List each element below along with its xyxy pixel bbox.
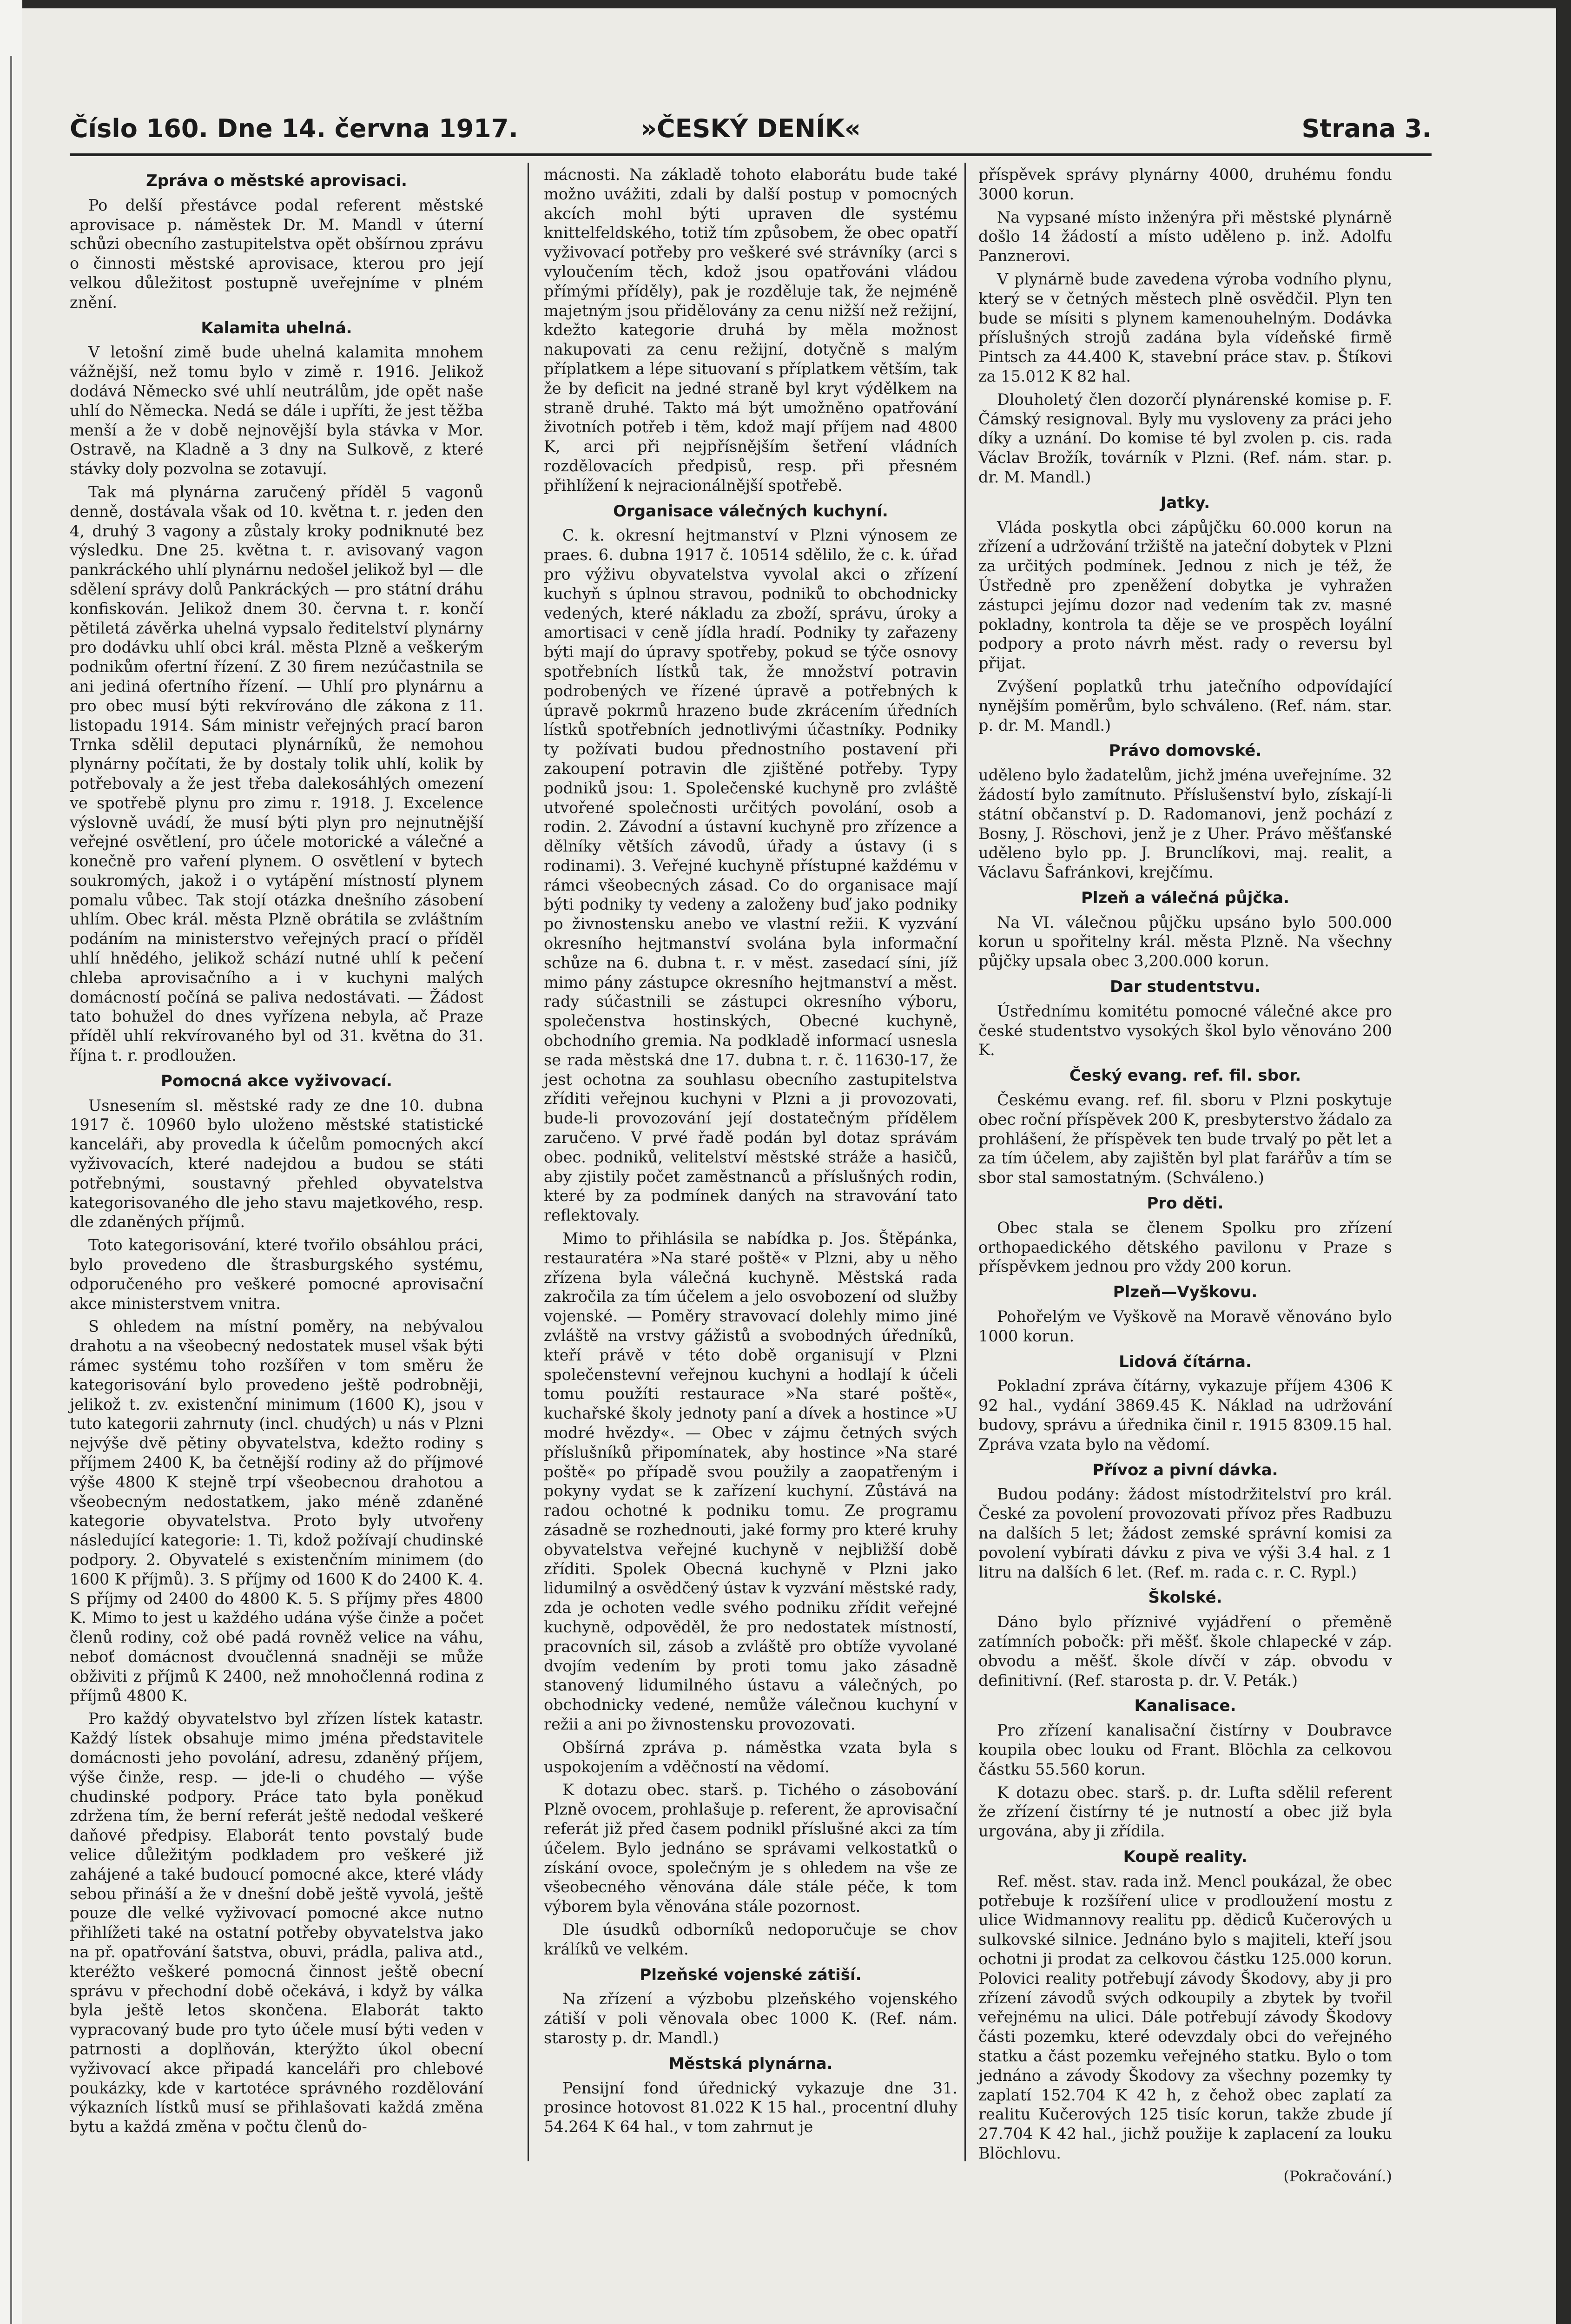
paragraph: Pohořelým ve Vyškově na Moravě věnováno bylo 1000 korun.: [978, 1307, 1392, 1345]
heading-plynarna: Městská plynárna.: [668, 2054, 833, 2073]
paragraph: Na VI. válečnou půjčku upsáno bylo 500.000 korun u spořitelny král. města Plzně. Na všechny půjčky upsala obec 3,200.000 korun.: [978, 913, 1392, 971]
paragraph: Po delší přestávce podal referent městské aprovisace p. náměstek Dr. M. Mandl v úterní schůzi obecního zastupitelstva opět obšírnou zprávu o činnosti městské aprovisace, kterou pro její velkou důležitost postupně uveřejníme v plném znění.: [70, 196, 483, 311]
paragraph: Tak má plynárna zaručený příděl 5 vagonů denně, dostávala však od 10. května t. r. jeden den 4, druhý 3 vagony a zůstaly kroky podniknuté bez výsledku. Dne 25. května t. r. avisovaný vagon pankráckého uhlí plynárnu nedošel jelikož byl — dle sdělení správy dolů Pankráckých — pro státní dráhu konfiskován. Jelikož dnem 30. června t. r. končí pětiletá závěrka uhelná vypsalo ředitelství plynárny pro dodávku uhlí obci král. města Plzně a veškerým podnikům ofertní řízení. Z 30 firem nezúčastnila se ani jediná ofertního řízení. — Uhlí pro plynárnu a pro obec musí býti rekvírováno dle zákona z 11. listopadu 1914. Sám ministr veřejných prací baron Trnka sdělil deputaci plynárníků, že nemohou plynárny počítati, že by dostaly tolik uhlí, kolik by potřebovaly a že jest třeba dalekosáhlých omezení ve spotřebě plynu pro zimu r. 1918. J. Excelence výslovně uvádí, že musí býti plyn pro nejnutnější veřejné osvětlení, pro účele motorické a válečné a konečně pro vaření plynem. O osvětlení v bytech soukromých, jakož i o vytápění místností plynem pomalu vůbec. Tak stojí otázka dnešního zásobení uhlím. Obec král. města Plzně obrátila se zvláštním podáním na ministerstvo veřejných prací o příděl uhlí hnědého, jelikož schází nutné uhlí k pečení chleba aprovisačního a i v kuchyni malých domácností počíná se paliva nedostávati. — Žádost tato bohužel do dnes vyřízena nebyla, ač Praze příděl uhlí rekvírovaného byl od 31. května do 31. října t. r. prodloužen.: [70, 482, 483, 1065]
heading-pro-deti: Pro děti.: [1147, 1194, 1224, 1213]
heading-dar-studentstvu: Dar studentstvu.: [1109, 977, 1261, 997]
heading-pomocna-akce: Pomocná akce vyživovací.: [161, 1071, 392, 1090]
heading-kuchyne: Organisace válečných kuchyní.: [613, 502, 888, 521]
paragraph: V plynárně bude zavedena výroba vodního plynu, který se v četných městech plně osvědčil. Plyn ten bude se mísiti s plynem kamenouhelným. Dodávka příslušných strojů zadána byla vídeňské firmě Pintsch za 44.400 K, stavební práce stav. p. Štíkovi za 15.012 K 82 hal.: [978, 270, 1392, 385]
paragraph: uděleno bylo žadatelům, jichž jména uveřejníme. 32 žádostí bylo zamítnuto. Příslušenství bylo, získají-li státní občanství p. D. Radomanovi, jenž pochází z Bosny, J. Röschovi, jenž je z Uher. Právo měšťanské uděleno bylo pp. J. Brunclíkovi, maj. realit, a Václavu Šafránkovi, krejčímu.: [978, 766, 1392, 882]
paragraph: Dlouholetý člen dozorčí plynárenské komise p. F. Čámský resignoval. Byly mu vysloveny za práci jeho díky a uznání. Do komise té byl zvolen p. cis. rada Václav Brožík, továrník v Plzni. (Ref. nám. star. p. dr. M. Mandl.): [978, 390, 1392, 486]
heading-pravo-domovske: Právo domovské.: [1109, 741, 1262, 760]
paragraph: Dáno bylo příznivé vyjádření o přeměně zatímních pobočk: při měšť. škole chlapecké v záp. obvodu a měšť. škole dívčí v záp. obvodu v definitivní. (Ref. starosta p. dr. V. Peták.): [978, 1613, 1392, 1690]
paragraph: Pokladní zpráva čítárny, vykazuje příjem 4306 K 92 hal., vydání 3869.45 K. Náklad na udržování budovy, správu a úřednika činil r. 1915 8309.15 hal. Zpráva vzata bylo na vědomí.: [978, 1377, 1392, 1453]
paragraph: Obšírná zpráva p. náměstka vzata byla s uspokojením a vděčností na vědomí.: [544, 1738, 957, 1776]
column-2: [544, 165, 957, 2136]
heading-evang-sbor: Český evang. ref. fil. sbor.: [1069, 1066, 1301, 1085]
heading-vyskov: Plzeň—Vyškovu.: [1113, 1283, 1258, 1302]
paragraph: V letošní zimě bude uhelná kalamita mnohem vážnější, než tomu bylo v zimě r. 1916. Jelikož dodává Německo své uhlí neutrálům, jde opět naše uhlí do Německa. Nedá se dále i upříti, že jest těžba menší a že v době nejnovější byla stávka v Mor. Ostravě, na Kladně a 3 dny na Sulkově, z které stávky doly pozvolna se zotavují.: [70, 343, 483, 478]
paragraph: Českému evang. ref. fil. sboru v Plzni poskytuje obec roční příspěvek 200 K, presbyterstvo žádalo za prohlášení, že příspěvek ten bude trvalý po pět let a za tím účelem, aby zajištěn byl plat farářův a tím se sbor stal samostatným. (Schváleno.): [978, 1091, 1392, 1187]
heading-koupe-reality: Koupě reality.: [1123, 1847, 1248, 1866]
paragraph: Budou podány: žádost místodržitelství pro král. České za povolení provozovati přívoz přes Radbuzu na dalších 5 let; žádost zemské správní komisi za povolení vybírati dávku z piva ve výši 3.4 hal. z 1 litru na dalších 6 let. (Ref. m. rada c. r. C. Rypl.): [978, 1485, 1392, 1581]
paragraph: Na vypsané místo inženýra při městské plynárně došlo 14 žádostí a místo uděleno p. inž. Adolfu Panznerovi.: [978, 208, 1392, 265]
heading-valecna-pujcka: Plzeň a válečná půjčka.: [1081, 888, 1290, 907]
adjacent-page-rule: [10, 56, 12, 2324]
paragraph: Na zřízení a výzbobu plzeňského vojenského zátiší v poli věnovala obec 1000 K. (Ref. nám. starosty p. dr. Mandl.): [544, 1990, 957, 2047]
adjacent-page-edge: [0, 0, 22, 2324]
paragraph: Pro zřízení kanalisační čistírny v Doubravce koupila obec louku od Frant. Blöchla za celkovou částku 55.560 korun.: [978, 1721, 1392, 1778]
paragraph: K dotazu obec. starš. p. Tichého o zásobování Plzně ovocem, prohlašuje p. referent, že aprovisační referát již před časem podnikl příslušné akci za tím účelem. Bylo jednáno se správami velkostatků o získání ovoce, společným je s ohledem na vše ze všeobecného věnována dále stále péče, k tom výborem byla věnována stále pozornost.: [544, 1781, 957, 1916]
header-rule: [70, 153, 1432, 156]
issue-date: Číslo 160. Dne 14. června 1917.: [70, 114, 518, 143]
paragraph: Toto kategorisování, které tvořilo obsáhlou práci, bylo provedeno dle štrasburgského systému, odporučeného pro veškeré pomocné aprovisační akce ministerstvem vnitra.: [70, 1236, 483, 1313]
page-number: Strana 3.: [1301, 114, 1432, 143]
paragraph: Usnesením sl. městské rady ze dne 10. dubna 1917 č. 10960 bylo uloženo městské statistické kanceláři, aby provedla k účelům pomocných akcí vyživovacích, které nadejdou a budou se státi potřebnými, soustavný přehled obyvatelstva kategorisovaného dle jeho stavu majetkového, resp. dle zdaněných příjmů.: [70, 1096, 483, 1231]
paragraph: mácnosti. Na základě tohoto elaborátu bude také možno uvážiti, zdali by další postup v pomocných akcích mohl býti upraven dle systému knittelfeldského, totiž tím způsobem, že obec opatří vyživovací potřeby pro veškeré své strávníky (arci s vyloučením těch, kdož jsou opatřováni vládou přímými příděly), pak je rozděluje tak, že nejméně majetným jsou přidělovány za cenu nižší než režijní, kdežto kategorie druhá by měla možnost nakupovati za cenu režijní, dotyčně s malým příplatkem a lépe situovaní s příplatkem větším, tak že by deficit na jedné straně byl kryt výdělkem na straně druhé. Takto má být umožněno opatřování životních potřeb i těm, kdož mají příjem nad 4800 K, arci při nejpřísnějším šetření vládních rozdělovacích předpisů, resp. při přesném přihlížení k nejracionálnější spotřebě.: [544, 165, 957, 495]
heading-jatky: Jatky.: [1160, 493, 1210, 512]
heading-kanalisace: Kanalisace.: [1134, 1697, 1236, 1716]
column-rule-2: [964, 163, 966, 2161]
paragraph: Ústřednímu komitétu pomocné válečné akce pro české studentstvo vysokých škol bylo věnováno 200 K.: [978, 1002, 1392, 1059]
heading-skolske: Školské.: [1148, 1588, 1222, 1607]
paragraph: Dle úsudků odborníků nedoporučuje se chov králíků ve velkém.: [544, 1920, 957, 1958]
page-header: [70, 114, 1432, 156]
paragraph: Obec stala se členem Spolku pro zřízení orthopaedického dětského pavilonu v Praze s příspěvkem jednou pro vždy 200 korun.: [978, 1218, 1392, 1276]
column-3: [978, 165, 1392, 2185]
paragraph: Ref. měst. stav. rada inž. Mencl poukázal, že obec potřebuje k rozšíření ulice v prodloužení mostu z ulice Widmannovy realitu pp. dědiců Kučerových u sulkovské silnice. Jednáno bylo s majiteli, kteří jsou ochotni ji prodat za celkovou částku 125.000 korun. Polovici reality potřebují závody Škodovy, aby ji pro zřízení závodů svých odkoupily a zbytek by tvořil veřejnému na ulici. Dále potřebují závody Škodovy části pozemku, které odevzdaly obci do veřejného statku a část pozemku veřejného statku. Bylo o tom jednáno a závody Škodovy za všechny pozemky ty zaplatí 152.704 K 42 h, z čehož obec zaplatí za realitu Kučerových 125 tisíc korun, takže zbude jí 27.704 K 42 hal., jichž použije k zaplacení za louku Blöchlovu.: [978, 1872, 1392, 2162]
heading-vojenske-zatisi: Plzeňské vojenské zátiší.: [640, 1965, 862, 1984]
paragraph: Pensijní fond úřednický vykazuje dne 31. prosince hotovost 81.022 K 15 hal., procentní dluhy 54.264 K 64 hal., v tom zahrnut je: [544, 2079, 957, 2136]
paragraph: Mimo to přihlásila se nabídka p. Jos. Štěpánka, restauratéra »Na staré poště« v Plzni, aby u něho zřízena byla válečná kuchyně. Městská rada zakročila za tím účelem a jelo osvobození od služby vojenské. — Poměry stravovací dolehly mimo jiné zvláště na vrstvy gážistů a svobodných úředníků, kteří právě v této době organisují v Plzni společenstevní veřejnou kuchyni a hodlají k účeli tomu použíti restaurace »Na staré poště«, kuchařské školy jednoty paní a dívek a hostince »U modré hvězdy«. — Obec v zájmu četných svých příslušníků připomínatek, aby hostince »Na staré poště« po případě svou použily a zaopatřeným i pokyny vydat se k zařízení kuchyní. Zůstává na radou ochotné k podniku tomu. Ze programu zásadně se rozhednouti, jaké formy pro které kruhy obyvatelstva veřejné kuchyně v nejbližší době zříditi. Spolek Obecná kuchyně v Plzni jako lidumilný a osvědčený ústav k vyzvání městské rady, zda je ochoten vedle svého podniku zřídit veřejné kuchyně, odpověděl, že pro nedostatek místností, pracovních sil, zásob a zvláště pro obtíže vyvolané dvojím vedením by proti tomu jako zásadně stanovený lidumilného ústavu a válečných, po obchodnicky vedené, nemůže válečnou kuchyní v režii a ani po živnostensku provozovati.: [544, 1229, 957, 1733]
paragraph: C. k. okresní hejtmanství v Plzni výnosem ze praes. 6. dubna 1917 č. 10514 sdělilo, že c. k. úřad pro výživu obyvatelstva vyvolal akci o zřízení kuchyň s úplnou stravou, podniků to obchodnicky vedených, které nákladu za zboží, správu, úroky a amortisaci v ceně jídla hradí. Podniky ty zařazeny býti mají do úpravy spotřeby, pokud se týče osnovy spotřebních lístků tak, že množství potravin podrobených ve řízené úpravě a potřebných k úpravě pokrmů hrazeno bude zkrácením úředních lístků spotřebních jednotlivými účastníky. Podniky ty požívati budou přednostního postavení při zakoupení potravin dle zjištěné potřeby. Typy podniků jsou: 1. Společenské kuchyně pro zvláště utvořené společnosti určitých povolání, osob a rodin. 2. Závodní a ústavní kuchyně pro zřízence a dělníky větších závodů, úřady a ústavy (i s rodinami). 3. Veřejné kuchyně přístupné každému v rámci všeobecných zásad. Co do organisace mají býti podniky ty vedeny a založeny buď jako podniky po živnostensku anebo ve vlastní režii. K vyzvání okresního hejtmanství svolána byla informační schůze na 6. dubna t. r. v měst. zasedací síni, jíž mimo pány zástupce okresního hejtmanství a měst. rady súčastnili se zástupci okresního výboru, společenstva hostinských, Obecné kuchyně, obchodního gremia. Na podkladě informací usnesla se rada městská dne 17. dubna t. r. č. 11630-17, že jest ochotna za souhlasu obecního zastupitelstva zříditi veřejnou kuchyni v Plzni a ji provozovati, bude-li provozování její dostatečným přídělem zaručeno. V prvé řadě podán byl dotaz správám obec. podniků, velitelství městské stráže a hasičů, aby zjistily počet zaměstnanců a příslušných rodin, které by za podmínek daných na stravování tato reflektovaly.: [544, 526, 957, 1225]
heading-aprovisace: Zpráva o městské aprovisaci.: [146, 172, 407, 190]
column-rule-1: [528, 163, 529, 2161]
paragraph: příspěvek správy plynárny 4000, druhému fondu 3000 korun.: [978, 165, 1392, 203]
continuation-note: (Pokračování.): [1283, 2167, 1392, 2185]
paragraph: S ohledem na místní poměry, na nebývalou drahotu a na všeobecný nedostatek musel však býti rámec systému toho rozšířen v tom směru že kategorisování bylo provedeno ještě podrobněji, jelikož t. zv. existenční minimum (1600 K), jsou v tuto kategorii zahrnuty (incl. chudých) u nás v Plzni nejvýše dvě pětiny obyvatelstva, kdežto rodiny s příjmem 2400 K, ba četnější rodiny až do příjmové výše 4800 K stejně trpí všeobecnou drahotou a všeobecným nedostatkem, jako méně zdaněné kategorie obyvatelstva. Proto byly utvořeny následující kategorie: 1. Ti, kdož požívají chudinské podpory. 2. Obyvatelé s existenčním minimem (do 1600 K příjmů). 3. S příjmy od 1600 K do 2400 K. 4. S příjmy od 2400 do 4800 K. 5. S příjmy přes 4800 K. Mimo to jest u každého udána výše činže a počet členů rodiny, což obé padá rovněž velice na váhu, neboť domácnost dvoučlenná snadněji se může obživiti z příjmů K 2400, než mnohočlenná rodina z příjmů 4800 K.: [70, 1317, 483, 1705]
paragraph: Vláda poskytla obci zápůjčku 60.000 korun na zřízení a udržování tržiště na jateční dobytek v Plzni za určitých podmínek. Jednou z nich je též, že Ústředně pro zpeněžení dobytka je vyhražen zástupci jejímu dozor nad vedením tak zv. masné pokladny, kontrola ta děje se ve prospěch loyální podpory a proto návrh měst. rady o reversu byl přijat.: [978, 518, 1392, 673]
column-1: [70, 165, 483, 2224]
heading-privoz: Přívoz a pivní dávka.: [1092, 1460, 1278, 1479]
heading-kalamita: Kalamita uhelná.: [201, 318, 352, 337]
newspaper-title: »ČESKÝ DENÍK«: [640, 114, 861, 143]
paragraph: Pro každý obyvatelstvo byl zřízen lístek katastr. Každý lístek obsahuje mimo jména představitele domácnosti jeho povolání, adresu, zdaněný příjem, výše činže, resp. — jde-li o chudého — výše chudinské podpory. Práce tato byla poněkud zdržena tím, že berní referát ještě nedodal veškeré daňové předpisy. Elaborát tento povstalý bude velice důležitým podkladem pro veškeré již zahájené a také budoucí pomocné akce, které vlády sebou přináší a že v dnešní době ještě vyvolá, ještě pouze dle velké vyživovací pomocné akce nutno přihlížeti také na ostatní potřeby obyvatelstva jako na př. opatřování šatstva, obuvi, prádla, paliva atd., kteréžto veškeré pomocná činnost ještě obecní správu v přechodní době očekává, i když by válka byla ještě letos skončena. Elaborát takto vypracovaný bude pro tyto účele musí býti veden v patrnosti a doplňován, kterýžto úkol obecní vyživovací akce připadá kanceláři pro chlebové poukázky, kde v kartotéce správného rozdělování výkazních lístků musí se přihlašovati každá změna bytu a každá změna v počtu členů do-: [70, 1710, 483, 2136]
heading-citarna: Lidová čítárna.: [1119, 1352, 1252, 1371]
paragraph: Zvýšení poplatků trhu jatečního odpovídající nynějším poměrům, bylo schváleno. (Ref. nám. star. p. dr. M. Mandl.): [978, 677, 1392, 734]
paragraph: K dotazu obec. starš. p. dr. Lufta sdělil referent že zřízení čistírny té je nutností a obec již byla urgována, aby ji zřídila.: [978, 1783, 1392, 1841]
